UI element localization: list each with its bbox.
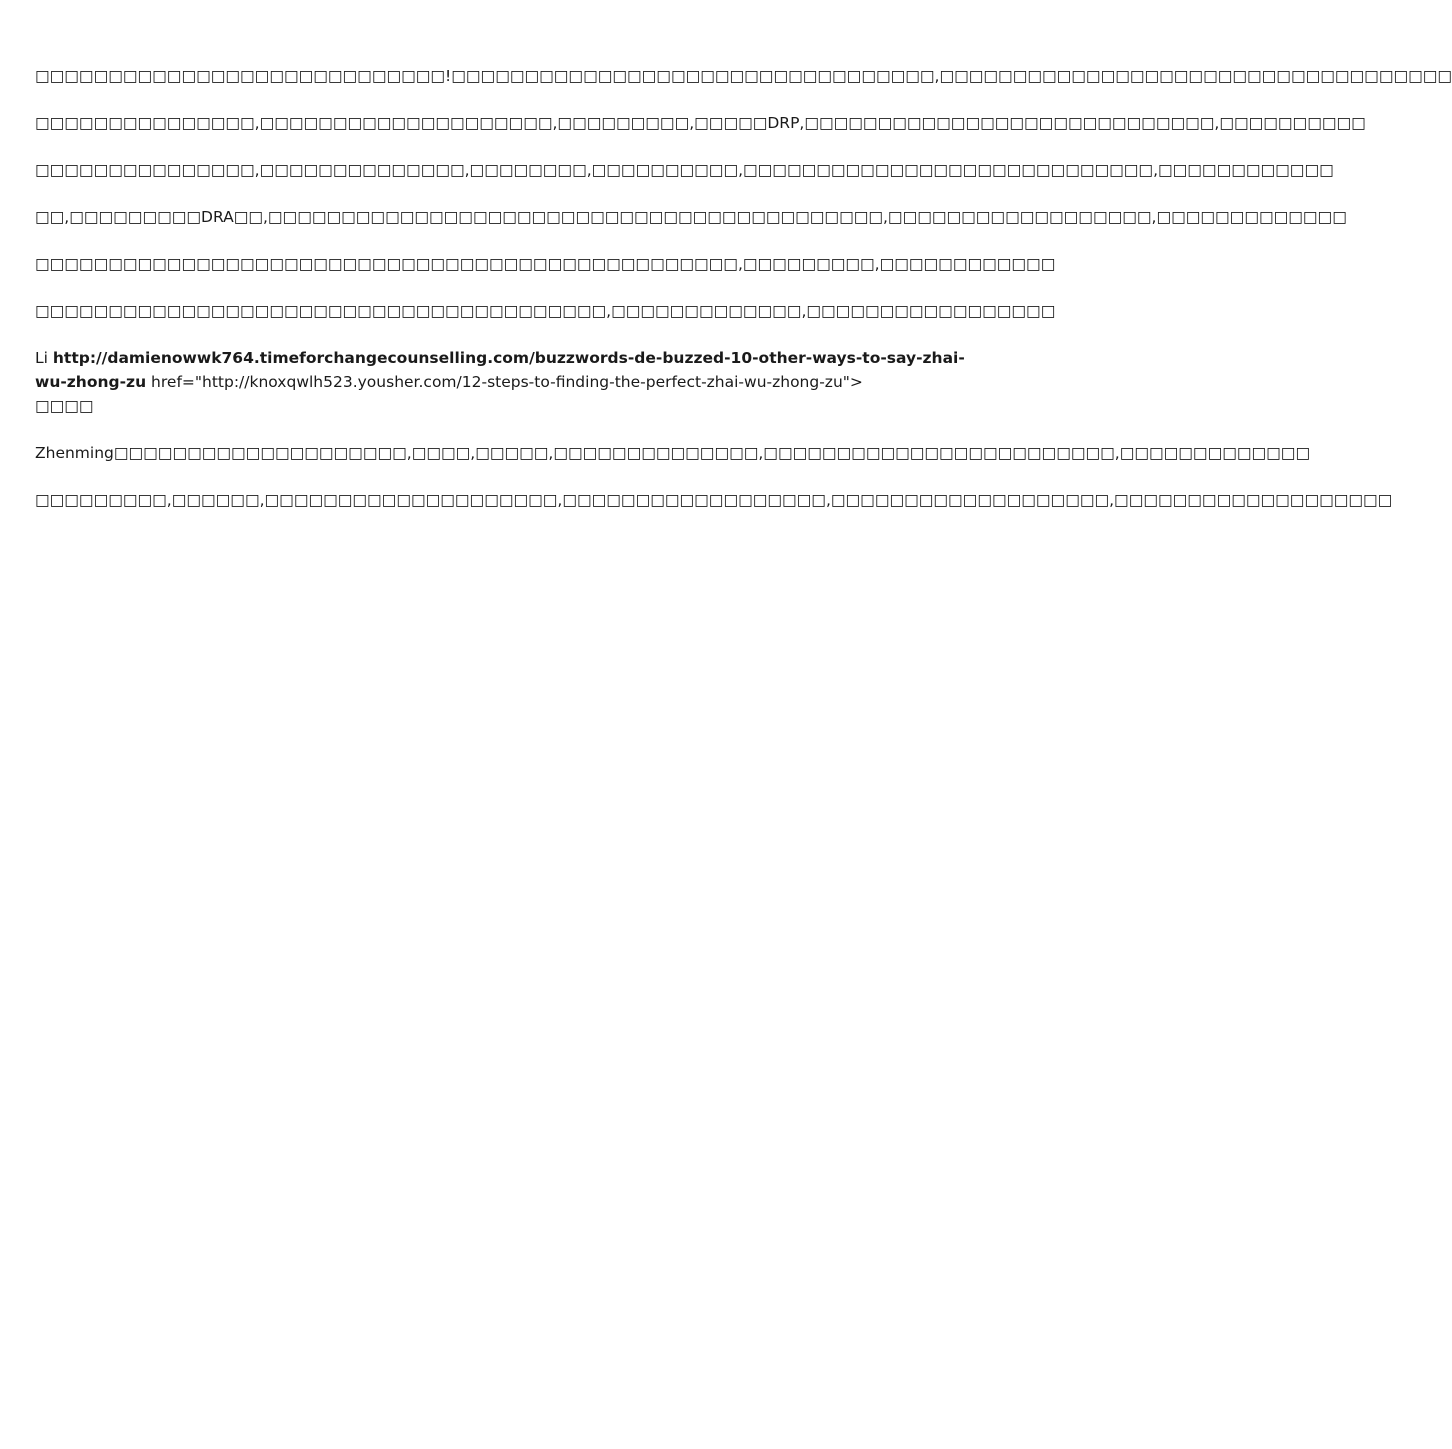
paragraph-4: □□,□□□□□□□□□DRA□□,□□□□□□□□□□□□□□□□□□□□□□□□□□□□□□□□□□□□□□□□□□,□□□□□□□□□□□□□□□□□□,□□□□□□□□□□□□□ [35, 208, 1347, 226]
paragraph-3: □□□□□□□□□□□□□□□,□□□□□□□□□□□□□□,□□□□□□□□,□□□□□□□□□□,□□□□□□□□□□□□□□□□□□□□□□□□□□□□,□□□□□□□□□□□□ [35, 161, 1334, 179]
paragraph-6: □□□□□□□□□□□□□□□□□□□□□□□□□□□□□□□□□□□□□□□,□□□□□□□□□□□□□,□□□□□□□□□□□□□□□□□ [35, 302, 1056, 320]
link-prefix: Li [35, 349, 53, 367]
document-body [35, 64, 1452, 535]
paragraph-7: Zhenming□□□□□□□□□□□□□□□□□□□□,□□□□,□□□□□,□□□□□□□□□□□□□□,□□□□□□□□□□□□□□□□□□□□□□□□,□□□□□□□□□□□□□ [35, 444, 1311, 462]
paragraph-2: □□□□□□□□□□□□□□□,□□□□□□□□□□□□□□□□□□□□,□□□□□□□□□,□□□□□DRP,□□□□□□□□□□□□□□□□□□□□□□□□□□□□,□□□□□□□□□□ [35, 114, 1366, 132]
bold-url-link[interactable]: http://damienowwk764.timeforchangecounselling.com/buzzwords-de-buzzed-10-other-ways-to-say-zhai-wu-zhong-zu [35, 349, 965, 391]
link-paragraph [35, 346, 990, 418]
paragraph-5: □□□□□□□□□□□□□□□□□□□□□□□□□□□□□□□□□□□□□□□□□□□□□□□□,□□□□□□□□□,□□□□□□□□□□□□ [35, 255, 1056, 273]
link-trailing-text: □□□□ [35, 397, 94, 415]
paragraph-8: □□□□□□□□□,□□□□□□,□□□□□□□□□□□□□□□□□□□□,□□□□□□□□□□□□□□□□□□,□□□□□□□□□□□□□□□□□□□,□□□□□□□□□□□□□□□□□□□ [35, 491, 1393, 509]
paragraph-1: □□□□□□□□□□□□□□□□□□□□□□□□□□□□!□□□□□□□□□□□□□□□□□□□□□□□□□□□□□□□□□,□□□□□□□□□□□□□□□□□□□□□□□□□□□□□□□□□□□ [35, 67, 1452, 85]
link-suffix: href="http://knoxqwlh523.yousher.com/12-steps-to-finding-the-perfect-zhai-wu-zhong-zu"> [146, 373, 863, 391]
